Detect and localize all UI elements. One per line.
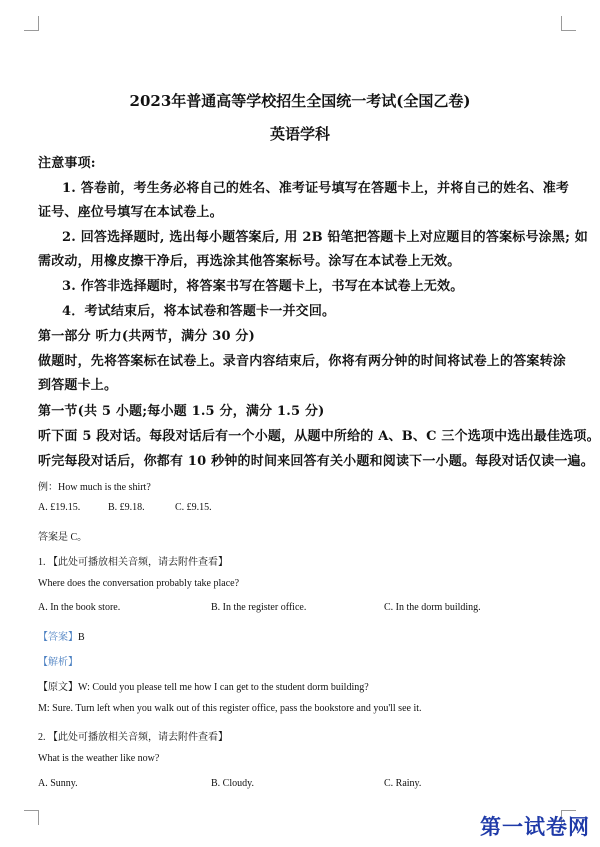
original-text-tag: 【原文】 bbox=[38, 682, 78, 693]
part1-intro-line-1: 做题时，先将答案标在试卷上。录音内容结束后，你将有两分钟的时间将试卷上的答案转涂 bbox=[38, 354, 567, 369]
site-watermark-logo: 第一试卷网 bbox=[480, 815, 590, 839]
example-question: 例：How much is the shirt? bbox=[38, 482, 151, 493]
example-option-a: A. £19.15. bbox=[38, 502, 81, 513]
q1-option-a: A. In the book store. bbox=[38, 602, 121, 613]
q2-option-b: B. Cloudy. bbox=[211, 778, 254, 789]
analysis-tag: 【解析】 bbox=[38, 657, 78, 668]
q2-option-c: C. Rainy. bbox=[384, 778, 422, 789]
note-4: 4．考试结束后，将本试卷和答题卡一并交回。 bbox=[62, 304, 336, 319]
notes-heading: 注意事项: bbox=[38, 156, 96, 171]
note-1-line-2: 证号、座位号填写在本试卷上。 bbox=[38, 205, 223, 220]
part1-intro-line-2: 到答题卡上。 bbox=[38, 378, 118, 393]
q1-option-b: B. In the register office. bbox=[211, 602, 307, 613]
exam-title: 2023年普通高等学校招生全国统一考试(全国乙卷) bbox=[129, 92, 471, 110]
example-option-c: C. £9.15. bbox=[175, 502, 212, 513]
crop-mark-bottom-left bbox=[24, 810, 39, 825]
q1-original-line-2: M: Sure. Turn left when you walk out of this register office, pass the bookstore and you'll see it. bbox=[38, 703, 422, 714]
q1-answer-line bbox=[38, 628, 566, 643]
example-option-b: B. £9.18. bbox=[108, 502, 145, 513]
crop-mark-top-right bbox=[561, 16, 576, 31]
crop-mark-top-left bbox=[24, 16, 39, 31]
section1-instruction-line-1: 听下面 5 段对话。每段对话后有一个小题，从题中所给的 A、B、C 三个选项中选出最佳选项。 bbox=[38, 429, 600, 444]
q2-option-a: A. Sunny. bbox=[38, 778, 78, 789]
section1-heading: 第一节(共 5 小题;每小题 1.5 分，满分 1.5 分) bbox=[38, 404, 325, 419]
q1-original-line-1 bbox=[38, 678, 566, 693]
q1-analysis-line bbox=[38, 653, 566, 668]
note-3: 3. 作答非选择题时，将答案书写在答题卡上，书写在本试卷上无效。 bbox=[62, 279, 464, 294]
q2-audio-note: 2. 【此处可播放相关音频，请去附件查看】 bbox=[38, 732, 228, 743]
part1-heading: 第一部分 听力(共两节，满分 30 分) bbox=[38, 329, 255, 344]
q1-original-text-1: W: Could you please tell me how I can get to the student dorm building? bbox=[78, 682, 369, 693]
q1-question: Where does the conversation probably take place? bbox=[38, 578, 240, 589]
note-2-line-2: 需改动，用橡皮擦干净后，再选涂其他答案标号。涂写在本试卷上无效。 bbox=[38, 254, 461, 269]
q1-audio-note: 1. 【此处可播放相关音频，请去附件查看】 bbox=[38, 557, 228, 568]
subject-title: 英语学科 bbox=[269, 125, 330, 143]
example-answer: 答案是 C。 bbox=[38, 532, 88, 543]
q1-option-c: C. In the dorm building. bbox=[384, 602, 481, 613]
q2-question: What is the weather like now? bbox=[38, 753, 160, 764]
note-2-line-1: 2. 回答选择题时, 选出每小题答案后, 用 2B 铅笔把答题卡上对应题目的答案标号涂黑; 如 bbox=[62, 230, 589, 245]
note-1-line-1: 1. 答卷前，考生务必将自己的姓名、准考证号填写在答题卡上，并将自己的姓名、准考 bbox=[62, 181, 570, 196]
q1-answer: B bbox=[78, 632, 85, 643]
section1-instruction-line-2: 听完每段对话后，你都有 10 秒钟的时间来回答有关小题和阅读下一小题。每段对话仅读一遍。 bbox=[38, 454, 594, 469]
answer-tag: 【答案】 bbox=[38, 632, 78, 643]
